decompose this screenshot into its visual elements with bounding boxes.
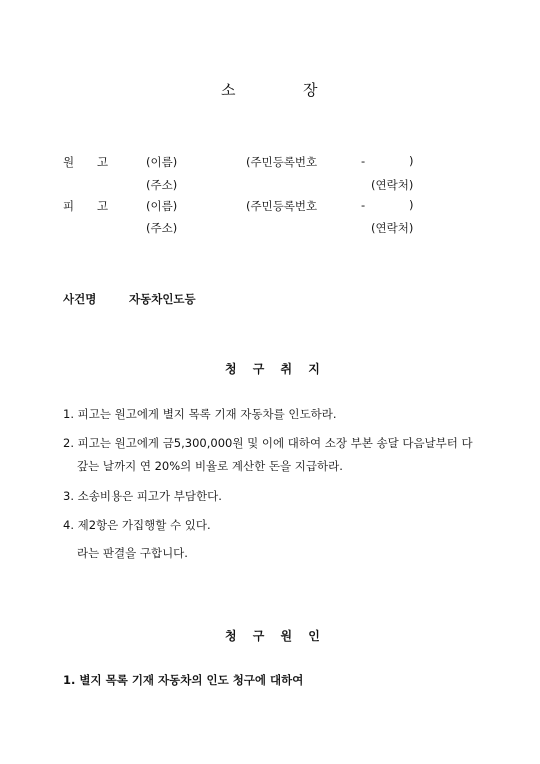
claim-purpose-heading: 청 구 취 지 xyxy=(225,362,326,376)
claim-purpose-item-2-continued: 갚는 날까지 연 20%의 비율로 계산한 돈을 지급하라. xyxy=(77,459,343,473)
defendant-name-label: (이름) xyxy=(146,199,178,213)
defendant-role-2: 고 xyxy=(97,199,109,213)
claim-purpose-item-2: 2. 피고는 원고에게 금5,300,000원 및 이에 대하여 소장 부본 송달 다음날부터 다 xyxy=(63,436,473,450)
defendant-contact-label: (연락처) xyxy=(371,221,414,235)
document-title-right: 장 xyxy=(303,81,318,99)
defendant-role-1: 피 xyxy=(63,199,75,213)
plaintiff-id-dash: - xyxy=(361,154,366,168)
claim-purpose-item-1: 1. 피고는 원고에게 별지 목록 기재 자동차를 인도하라. xyxy=(63,407,337,421)
plaintiff-role-2: 고 xyxy=(97,155,109,169)
plaintiff-role-1: 원 xyxy=(63,155,75,169)
claim-purpose-item-4: 4. 제2항은 가집행할 수 있다. xyxy=(63,518,211,532)
claim-purpose-item-3: 3. 소송비용은 피고가 부담한다. xyxy=(63,489,222,503)
document-title-left: 소 xyxy=(221,81,236,99)
plaintiff-name-label: (이름) xyxy=(146,155,178,169)
plaintiff-contact-label: (연락처) xyxy=(371,178,414,192)
defendant-address-label: (주소) xyxy=(146,221,178,235)
case-name-label: 사건명 xyxy=(63,292,97,306)
claim-cause-section-1: 1. 별지 목록 기재 자동차의 인도 청구에 대하여 xyxy=(63,673,304,687)
defendant-id-dash: - xyxy=(361,198,366,212)
claim-cause-heading: 청 구 원 인 xyxy=(225,629,326,643)
plaintiff-id-label: (주민등록번호 xyxy=(246,155,318,169)
case-name-value: 자동차인도등 xyxy=(129,292,196,306)
defendant-id-close: ) xyxy=(409,198,414,212)
defendant-id-label: (주민등록번호 xyxy=(246,199,318,213)
plaintiff-address-label: (주소) xyxy=(146,178,178,192)
claim-purpose-closing: 라는 판결을 구합니다. xyxy=(77,546,188,560)
plaintiff-id-close: ) xyxy=(409,154,414,168)
